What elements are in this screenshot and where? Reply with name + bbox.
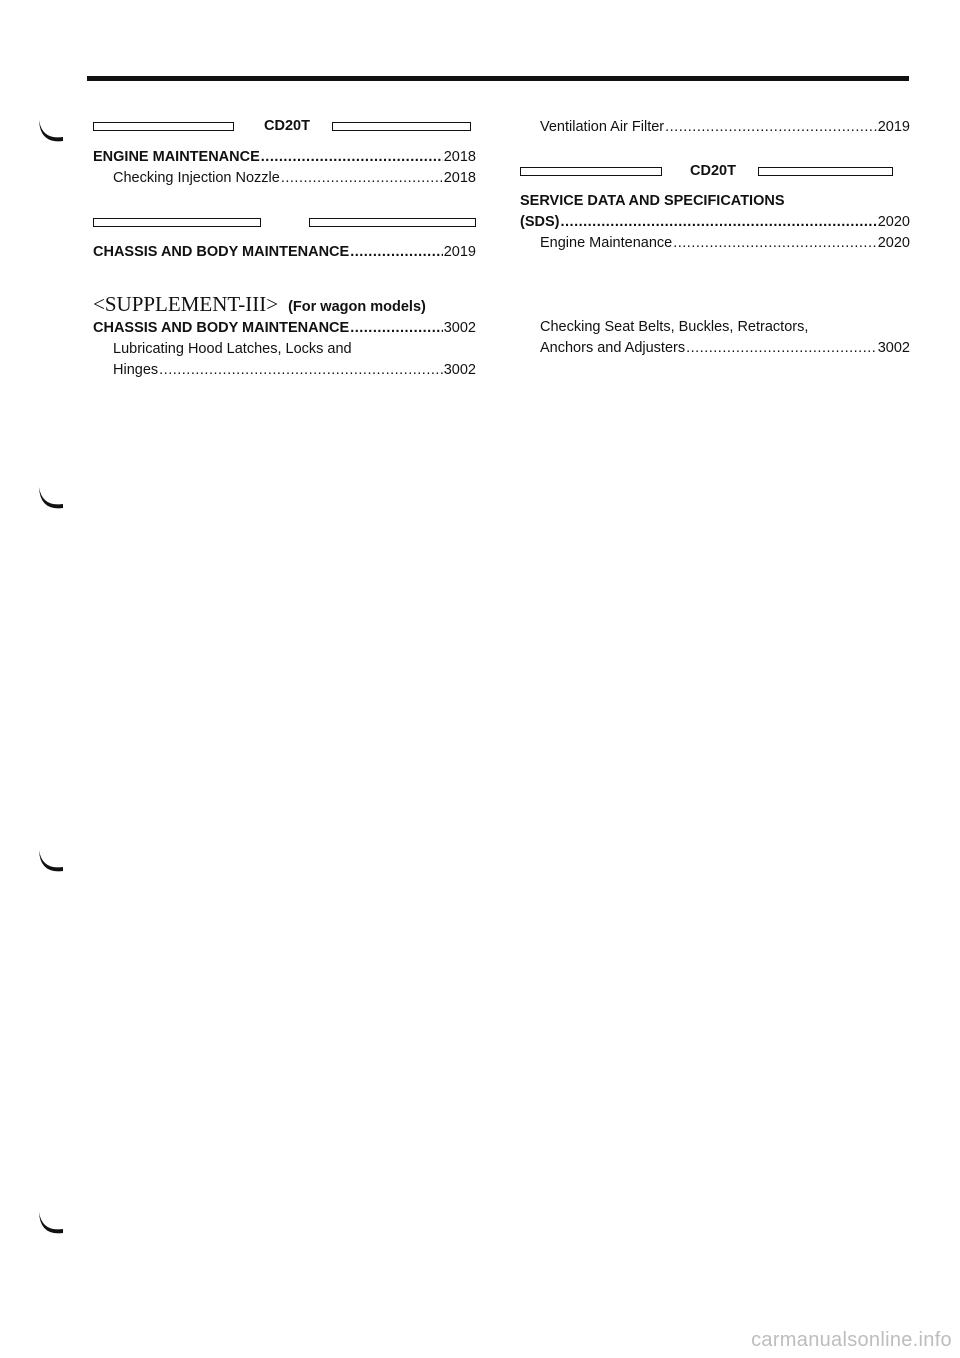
toc-entry-lubricating-line2[interactable] [93, 361, 476, 379]
toc-entry-service-data-line2[interactable] [520, 213, 910, 231]
supplement-title: <SUPPLEMENT-III> [93, 292, 279, 316]
top-rule [87, 76, 909, 81]
dot-leader [560, 213, 876, 231]
supplement-heading [93, 292, 476, 319]
toc-entry-label: Ventilation Air Filter [540, 119, 665, 135]
toc-page-number: 3002 [443, 362, 476, 378]
toc-entry-engine-maintenance[interactable] [93, 148, 476, 166]
toc-page-number: 2018 [443, 170, 476, 186]
toc-entry-chassis-body-maintenance-supp[interactable] [93, 319, 476, 337]
banner-box-left [520, 167, 662, 176]
toc-entry-seat-belts-line2[interactable] [520, 339, 910, 357]
banner-label: CD20T [690, 163, 736, 179]
dot-leader [665, 118, 877, 136]
watermark-text: carmanualsonline.info [751, 1329, 952, 1351]
toc-page-number: 2018 [443, 149, 476, 165]
dot-leader [673, 234, 877, 252]
dot-leader [281, 169, 443, 187]
toc-page-number: 2019 [877, 119, 910, 135]
toc-page-number: 2019 [443, 244, 476, 260]
banner-box-right [309, 218, 476, 227]
banner-box-right [332, 122, 471, 131]
toc-entry-seat-belts-line1[interactable] [520, 318, 910, 336]
binder-hole-mark-icon [36, 848, 66, 874]
toc-entry-service-data-line1[interactable] [520, 192, 910, 210]
toc-entry-checking-injection-nozzle[interactable] [93, 169, 476, 187]
section-banner-blank [93, 214, 476, 230]
toc-entry-label: Engine Maintenance [540, 235, 673, 251]
toc-entry-label: Checking Injection Nozzle [113, 170, 280, 186]
toc-entry-ventilation-air-filter[interactable] [520, 118, 910, 136]
toc-page-number: 3002 [877, 340, 910, 356]
toc-entry-engine-maintenance-sds[interactable] [520, 234, 910, 252]
toc-entry-label: CHASSIS AND BODY MAINTENANCE [93, 244, 350, 260]
toc-page-number: 2020 [877, 235, 910, 251]
banner-box-left [93, 218, 261, 227]
supplement-note: (For wagon models) [288, 299, 426, 315]
toc-entry-label: CHASSIS AND BODY MAINTENANCE [93, 320, 350, 336]
dot-leader [350, 243, 443, 261]
toc-entry-label: Anchors and Adjusters [540, 340, 686, 356]
toc-entry-label: ENGINE MAINTENANCE [93, 149, 260, 165]
dot-leader [261, 148, 443, 166]
dot-leader [350, 319, 443, 337]
toc-page-number: 2020 [877, 214, 910, 230]
binder-hole-mark-icon [36, 1210, 66, 1236]
dot-leader [686, 339, 877, 357]
banner-box-right [758, 167, 893, 176]
toc-entry-label: SERVICE DATA AND SPECIFICATIONS [520, 193, 785, 209]
banner-box-left [93, 122, 234, 131]
binder-hole-mark-icon [36, 118, 66, 144]
banner-label: CD20T [264, 118, 310, 134]
toc-entry-chassis-body-maintenance[interactable] [93, 243, 476, 261]
toc-entry-label: Lubricating Hood Latches, Locks and [113, 341, 352, 357]
section-banner-cd20t [520, 163, 910, 179]
section-banner-cd20t [93, 118, 476, 134]
toc-entry-label: Checking Seat Belts, Buckles, Retractors, [540, 319, 809, 335]
toc-entry-label: Hinges [113, 362, 159, 378]
toc-entry-lubricating-line1[interactable] [93, 340, 476, 358]
binder-hole-mark-icon [36, 485, 66, 511]
dot-leader [159, 361, 443, 379]
toc-entry-label: (SDS) [520, 214, 560, 230]
toc-page-number: 3002 [443, 320, 476, 336]
